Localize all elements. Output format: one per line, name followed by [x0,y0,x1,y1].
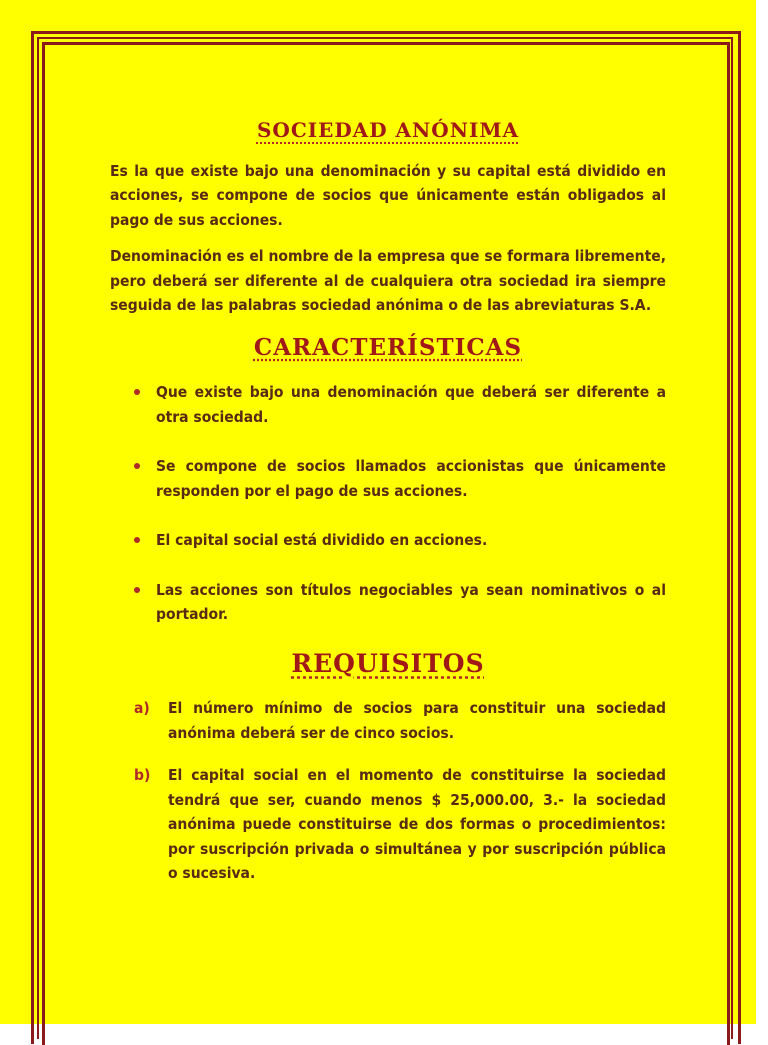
list-item-text: El capital social en el momento de constituirse la sociedad tendrá que ser, cuando menos $ 25,000.00, 3.- la sociedad anónima puede constituirse de dos formas o procedimientos: por suscripción privada o simultánea y por suscripción pública o sucesiva. [168,766,666,882]
list-item [110,380,666,429]
list-item [110,528,666,553]
list-item-text: El número mínimo de socios para constituir una sociedad anónima deberá ser de cinco socios. [168,699,666,742]
list-item [110,454,666,503]
list-marker: a) [134,699,150,717]
list-item-text: El capital social está dividido en acciones. [156,531,488,549]
list-item-text: Se compone de socios llamados accionistas que únicamente responden por el pago de sus acciones. [156,457,666,500]
list-item-text: Las acciones son títulos negociables ya sean nominativos o al portador. [156,580,666,623]
intro-paragraph-2: Denominación es el nombre de la empresa que se formara libremente, pero deberá ser diferente al de cualquiera otra sociedad ira siempre seguida de las palabras sociedad anónima o de las abreviaturas S.A. [110,247,666,314]
bullet-icon [134,463,140,469]
caracteristicas-list [110,380,666,627]
intro-paragraph-1: Es la que existe bajo una denominación y su capital está dividido en acciones, se compone de socios que únicamente están obligados al pago de sus acciones. [110,161,666,229]
list-item-text: Que existe bajo una denominación que deberá ser diferente a otra sociedad. [156,383,666,426]
document-title: SOCIEDAD ANÓNIMA [256,118,520,142]
requisitos-heading: REQUISITOS [291,648,485,678]
list-item [110,763,666,886]
requisitos-list [110,696,666,886]
caracteristicas-heading: CARACTERÍSTICAS [253,333,523,361]
bullet-icon [134,537,140,543]
bullet-icon [134,389,140,395]
document-content [110,112,666,904]
list-item [110,696,666,745]
list-item [110,578,666,627]
bullet-icon [134,587,140,593]
list-marker: b) [134,766,151,784]
